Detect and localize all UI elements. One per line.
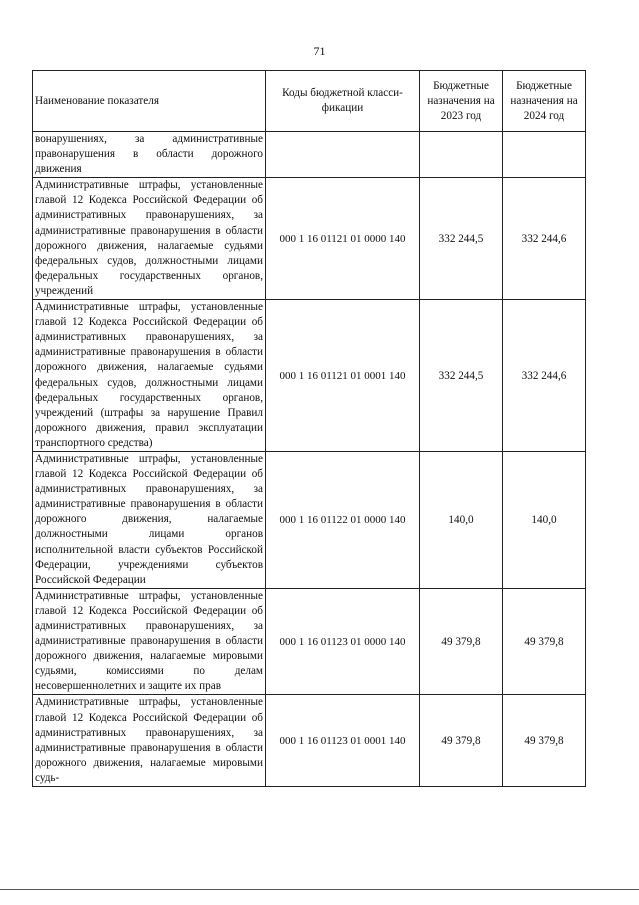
row-code [266,132,420,178]
row-value-2023: 49 379,8 [420,695,503,787]
header-2023: Бюджетные назначения на 2023 год [420,71,503,132]
page-bottom-rule [0,889,639,890]
row-code: 000 1 16 01122 01 0000 140 [266,451,420,588]
row-code: 000 1 16 01123 01 0000 140 [266,588,420,695]
header-2024: Бюджетные назначения на 2024 год [503,71,586,132]
row-value-2024: 332 244,6 [503,300,586,452]
row-value-2023 [420,132,503,178]
table-row [33,132,586,178]
row-code: 000 1 16 01121 01 0000 140 [266,178,420,300]
header-name: Наименование показателя [33,71,266,132]
table-row [33,300,586,452]
table-header-row [33,71,586,132]
table-row [33,178,586,300]
row-value-2024: 49 379,8 [503,588,586,695]
row-value-2023: 140,0 [420,451,503,588]
row-value-2023: 332 244,5 [420,178,503,300]
row-name: Административные штрафы, установленные главой 12 Кодекса Российской Федерации об административных правонарушениях, за административные правонарушения в области дорожного движения, налагаемые судьями федеральных судов, должностными лицами федеральных государственных органов, учреждений (штрафы за нарушение Правил дорожного движения, правил эксплуатации транспортного средства) [33,300,266,452]
budget-table [32,70,586,787]
row-name: вонарушениях, за административные правонарушения в области дорожного движения [33,132,266,178]
row-code: 000 1 16 01123 01 0001 140 [266,695,420,787]
row-value-2023: 332 244,5 [420,300,503,452]
row-value-2024 [503,132,586,178]
row-name: Административные штрафы, установленные главой 12 Кодекса Российской Федерации об административных правонарушениях, за административные правонарушения в области дорожного движения, налагаемые должностными лицами органов исполнительной власти субъектов Российской Федерации, учреждениями субъектов Российской Федерации [33,451,266,588]
header-code: Коды бюджетной класси-фикации [266,71,420,132]
table-row [33,451,586,588]
row-name: Административные штрафы, установленные главой 12 Кодекса Российской Федерации об административных правонарушениях, за административные правонарушения в области дорожного движения, налагаемые мировыми судьями, комиссиями по делам несовершеннолетних и защите их прав [33,588,266,695]
row-name: Административные штрафы, установленные главой 12 Кодекса Российской Федерации об административных правонарушениях, за административные правонарушения в области дорожного движения, налагаемые мировыми судь- [33,695,266,787]
table-row [33,695,586,787]
page-number: 71 [313,44,326,58]
row-value-2024: 140,0 [503,451,586,588]
row-value-2023: 49 379,8 [420,588,503,695]
row-value-2024: 332 244,6 [503,178,586,300]
row-name: Административные штрафы, установленные главой 12 Кодекса Российской Федерации об административных правонарушениях, за административные правонарушения в области дорожного движения, налагаемые судьями федеральных судов, должностными лицами федеральных государственных органов, учреждений [33,178,266,300]
row-code: 000 1 16 01121 01 0001 140 [266,300,420,452]
table-row [33,588,586,695]
row-value-2024: 49 379,8 [503,695,586,787]
